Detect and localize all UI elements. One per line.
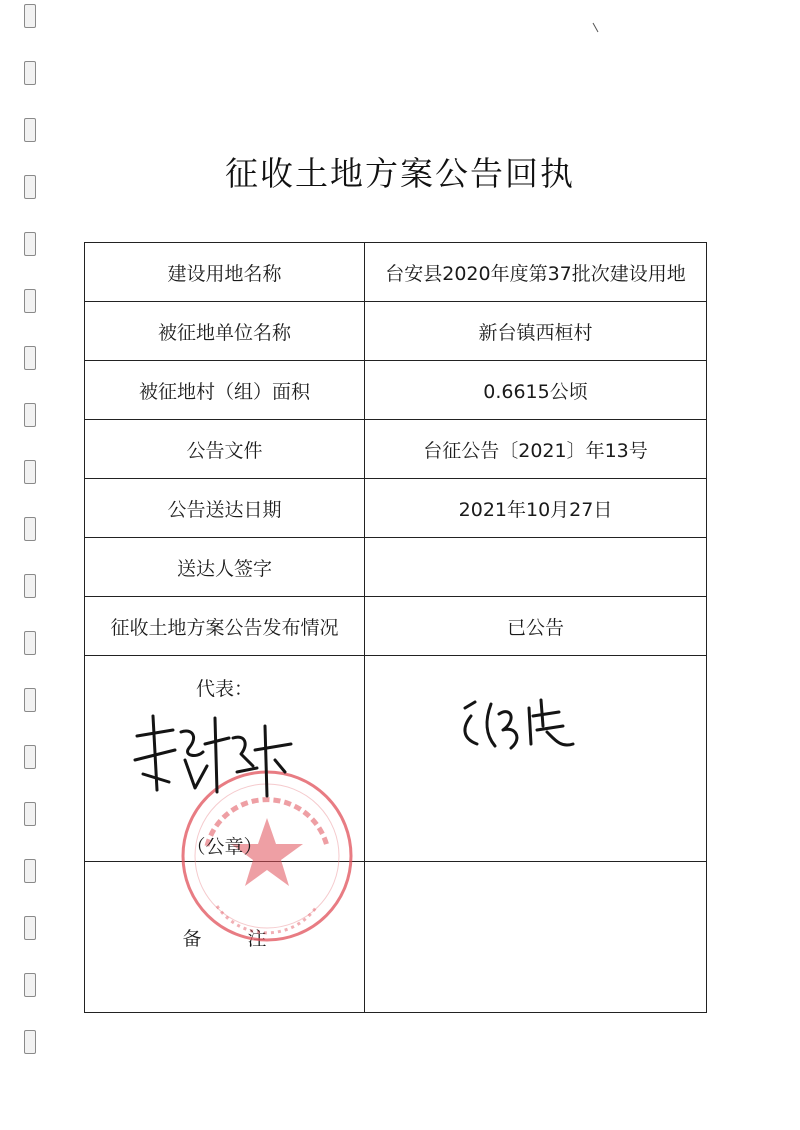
table-row — [85, 243, 707, 302]
binding-hole — [24, 61, 36, 85]
row-label-delivery-date: 公告送达日期 — [85, 479, 365, 538]
row-label-land-name: 建设用地名称 — [85, 243, 365, 302]
binding-hole — [24, 403, 36, 427]
table-row — [85, 361, 707, 420]
recipient-signature — [455, 686, 585, 766]
binding-hole — [24, 631, 36, 655]
binding-hole — [24, 4, 36, 28]
representative-row — [85, 656, 707, 862]
table-row — [85, 420, 707, 479]
document-title: 征收土地方案公告回执 — [225, 154, 575, 193]
representative-label: 代表： — [195, 678, 253, 700]
representative-signature — [125, 708, 300, 803]
row-value-deliverer-signature — [365, 538, 707, 597]
representative-cell — [85, 656, 365, 862]
row-label-publication-status: 征收土地方案公告发布情况 — [85, 597, 365, 656]
remarks-value — [365, 862, 707, 1013]
binding-hole — [24, 517, 36, 541]
row-value-unit-name: 新台镇西桓村 — [365, 302, 707, 361]
binding-hole — [24, 574, 36, 598]
binding-hole — [24, 802, 36, 826]
row-value-delivery-date: 2021年10月27日 — [365, 479, 707, 538]
row-value-notice-doc: 台征公告〔2021〕年13号 — [365, 420, 707, 479]
binding-hole — [24, 289, 36, 313]
recipient-signature-cell — [365, 656, 707, 862]
stray-mark — [592, 22, 600, 34]
row-label-deliverer-signature: 送达人签字 — [85, 538, 365, 597]
remarks-label: 备注 — [85, 862, 365, 1013]
binding-hole — [24, 118, 36, 142]
binding-hole — [24, 232, 36, 256]
binding-hole — [24, 460, 36, 484]
seal-label: （公章） — [186, 836, 263, 858]
binding-hole — [24, 1030, 36, 1054]
row-value-publication-status: 已公告 — [365, 597, 707, 656]
row-label-notice-doc: 公告文件 — [85, 420, 365, 479]
row-label-unit-name: 被征地单位名称 — [85, 302, 365, 361]
table-row — [85, 479, 707, 538]
table-row — [85, 538, 707, 597]
binding-hole — [24, 346, 36, 370]
table-row — [85, 597, 707, 656]
binding-hole — [24, 859, 36, 883]
binding-hole — [24, 916, 36, 940]
receipt-table — [84, 242, 707, 1013]
binding-hole — [24, 973, 36, 997]
binding-hole — [24, 688, 36, 712]
binding-hole — [24, 745, 36, 769]
table-row — [85, 302, 707, 361]
row-value-area: 0.6615公顷 — [365, 361, 707, 420]
row-value-land-name: 台安县2020年度第37批次建设用地 — [365, 243, 707, 302]
row-label-area: 被征地村（组）面积 — [85, 361, 365, 420]
